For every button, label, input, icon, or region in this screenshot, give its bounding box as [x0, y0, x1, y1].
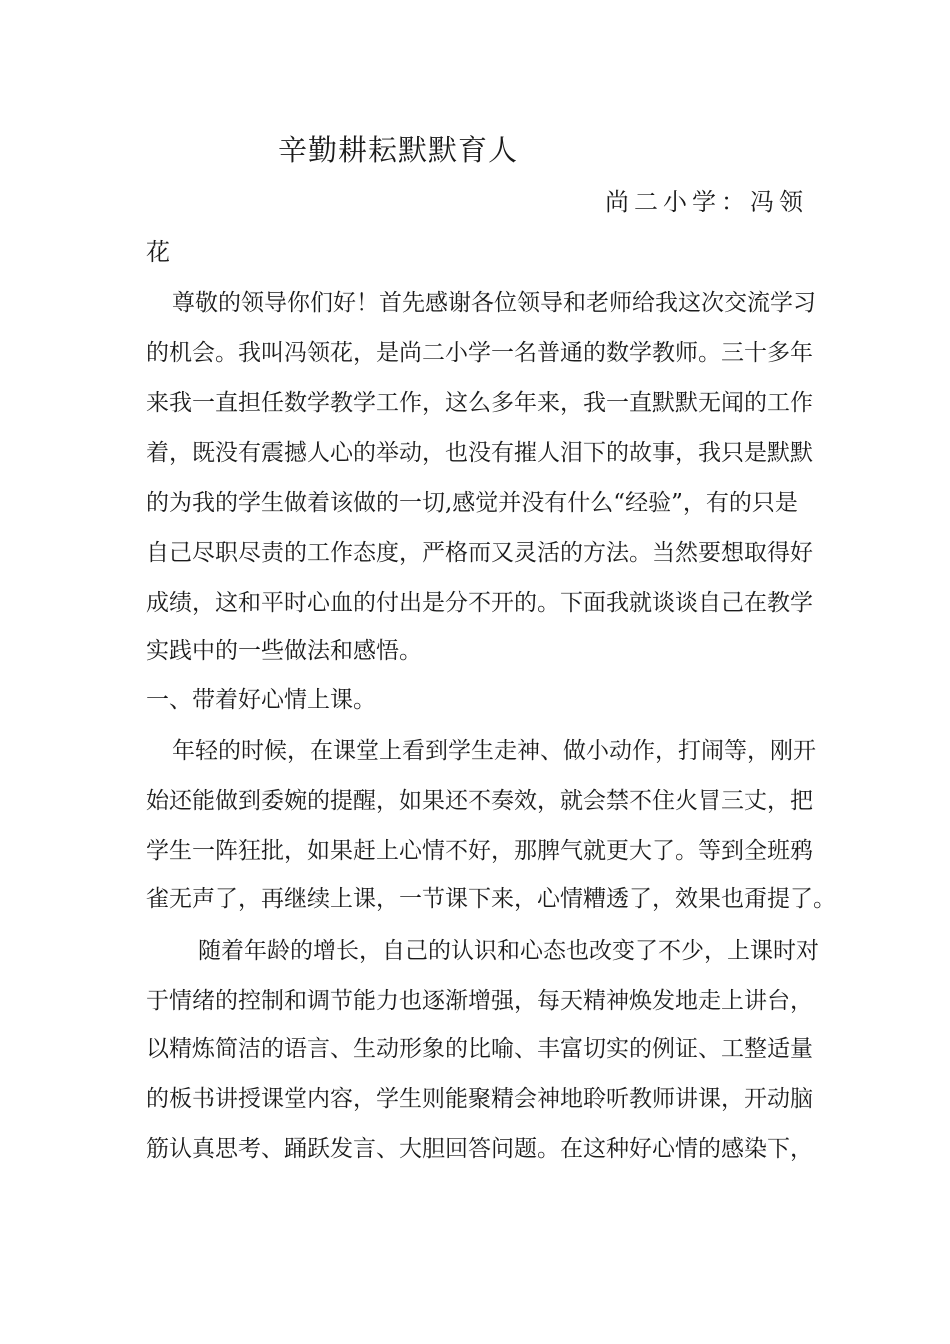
author-line-wrap: 花: [146, 238, 170, 266]
paragraph-line: 于情绪的控制和调节能力也逐渐增强，每天精神焕发地走上讲台，: [146, 988, 813, 1014]
paragraph-line: 成绩，这和平时心血的付出是分不开的。下面我就谈谈自己在教学: [146, 590, 813, 616]
paragraph-line: 的板书讲授课堂内容，学生则能聚精会神地聆听教师讲课，开动脑: [146, 1086, 813, 1112]
paragraph-line: 始还能做到委婉的提醒，如果还不奏效，就会禁不住火冒三丈，把: [146, 788, 813, 814]
paragraph-line: 着，既没有震撼人心的举动，也没有摧人泪下的故事，我只是默默: [146, 440, 813, 466]
paragraph-line: 尊敬的领导你们好！首先感谢各位领导和老师给我这次交流学习: [172, 290, 816, 316]
author-line: 尚二小学：冯领: [605, 188, 808, 216]
section-heading: 一、带着好心情上课。: [146, 687, 376, 713]
paragraph-line: 雀无声了，再继续上课，一节课下来，心情糟透了，效果也甭提了。: [146, 886, 836, 912]
document-title: 辛勤耕耘默默育人: [278, 133, 519, 167]
paragraph-line: 的机会。我叫冯领花，是尚二小学一名普通的数学教师。三十多年: [146, 340, 813, 366]
paragraph-line: 学生一阵狂批，如果赶上心情不好，那脾气就更大了。等到全班鸦: [146, 838, 813, 864]
paragraph-line: 随着年龄的增长，自己的认识和心态也改变了不少，上课时对: [198, 938, 819, 964]
paragraph-line: 年轻的时候，在课堂上看到学生走神、做小动作，打闹等，刚开: [172, 738, 816, 764]
paragraph-line: 实践中的一些做法和感悟。: [146, 638, 422, 664]
paragraph-line: 自己尽职尽责的工作态度，严格而又灵活的方法。当然要想取得好: [146, 540, 813, 566]
paragraph-line: 以精炼简洁的语言、生动形象的比喻、丰富切实的例证、工整适量: [146, 1036, 813, 1062]
paragraph-line: 的为我的学生做着该做的一切,感觉并没有什么“经验”，有的只是: [146, 490, 798, 516]
paragraph-line: 筋认真思考、踊跃发言、大胆回答问题。在这种好心情的感染下，: [146, 1136, 813, 1162]
paragraph-line: 来我一直担任数学教学工作，这么多年来，我一直默默无闻的工作: [146, 390, 813, 416]
